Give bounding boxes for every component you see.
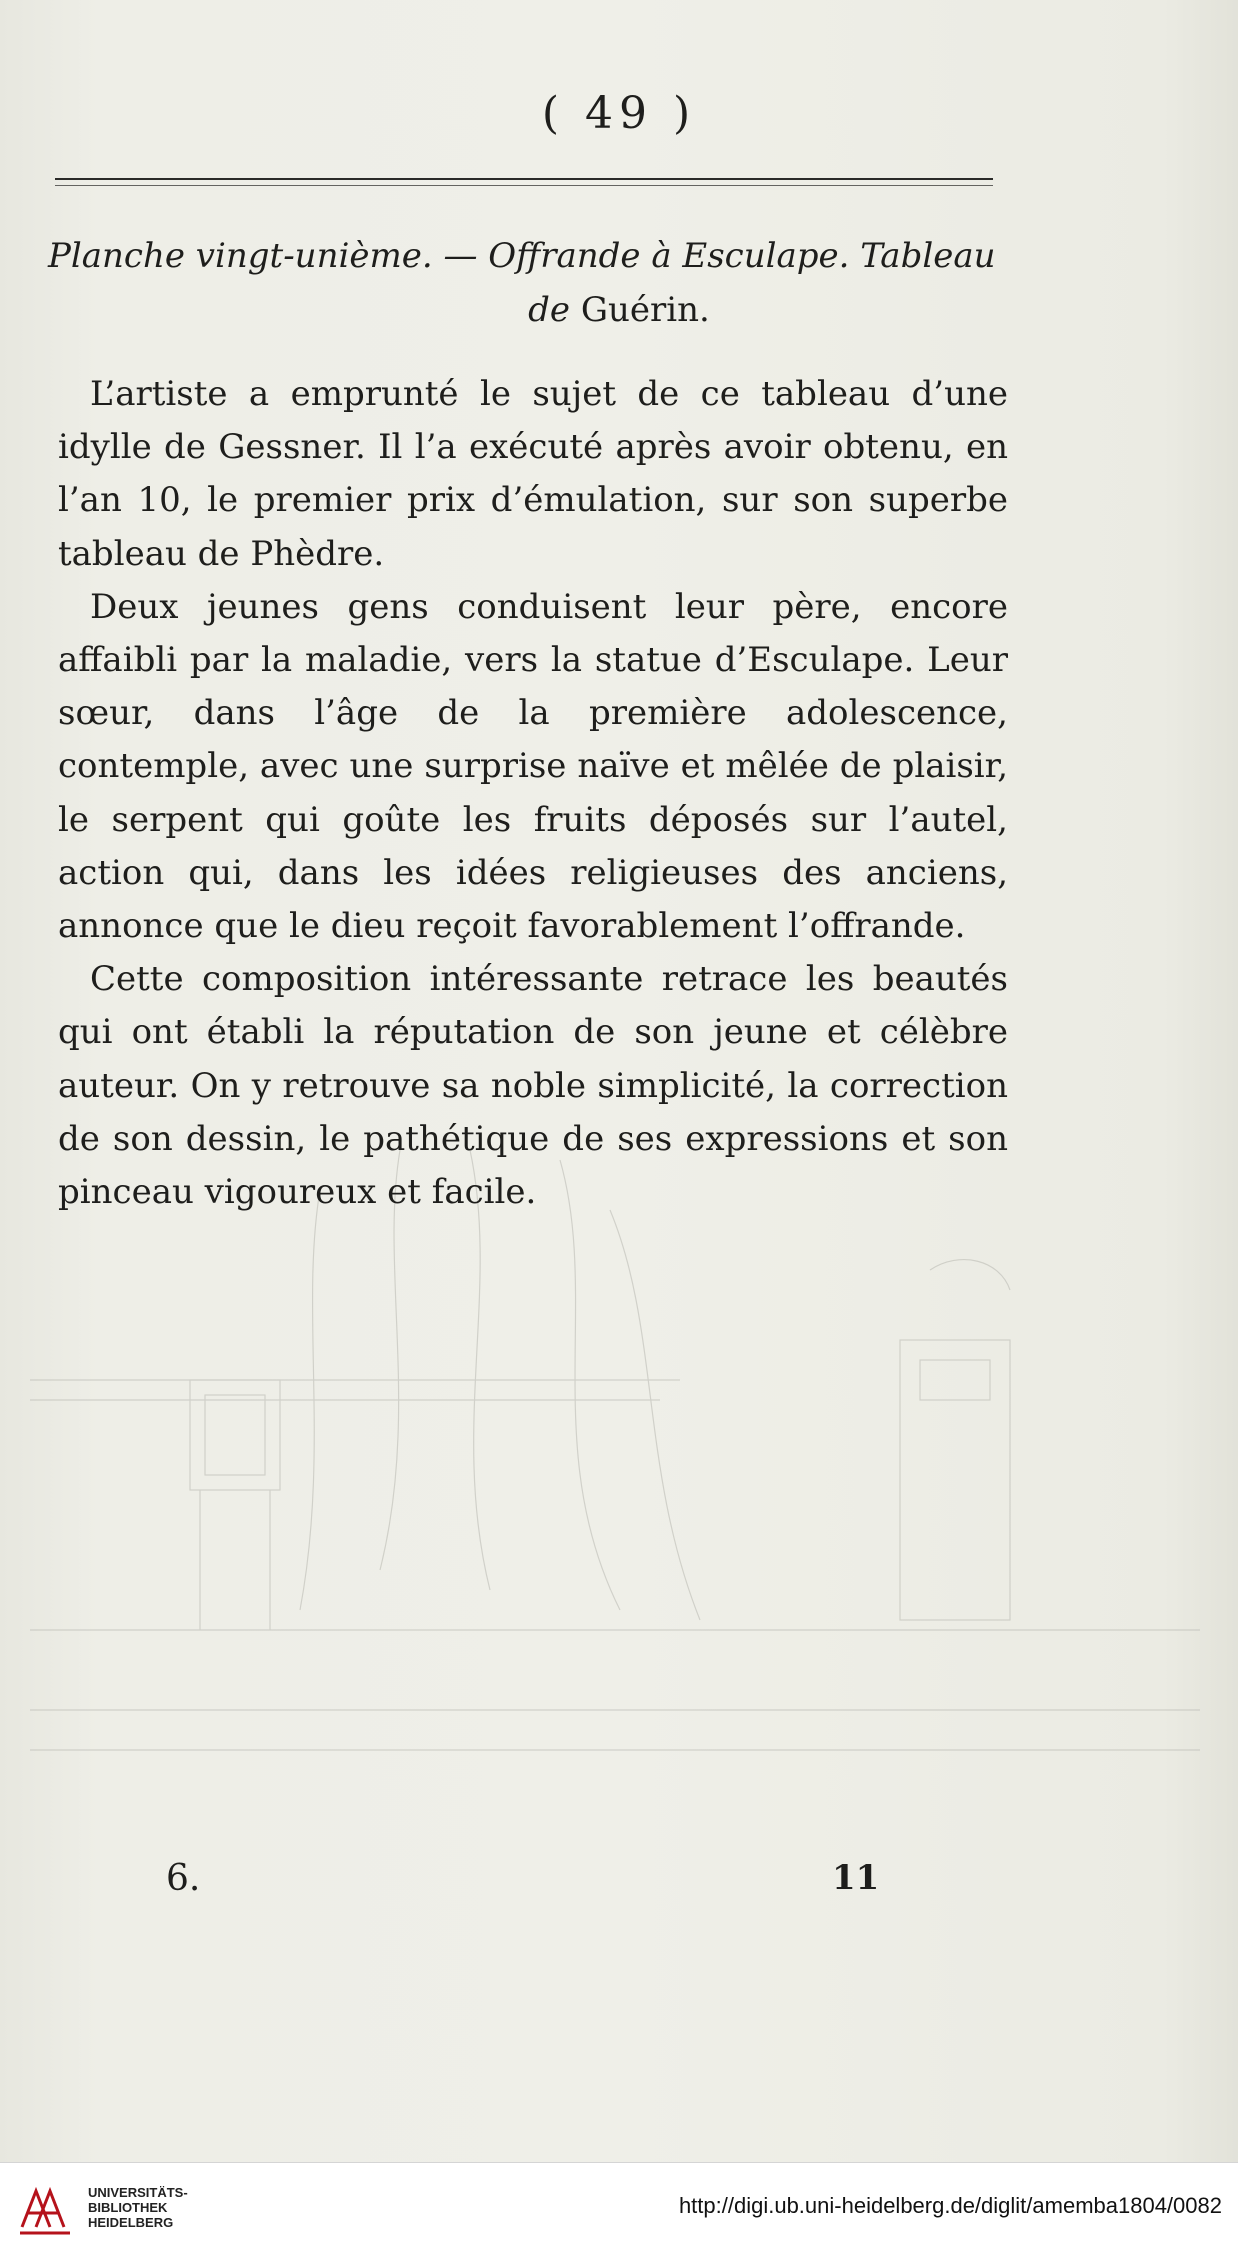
paragraph: Cette composition intéressante retrace les beautés qui ont établi la réputation de son jeune et célèbre auteur. On y retrouve sa noble simplicité, la correction de son dessin, le pathétique de ses expressions et son pinceau vigoureux et facile. [58, 959, 1008, 1213]
library-name-line: BIBLIOTHEK [88, 2200, 168, 2215]
header-rule-line [55, 185, 993, 186]
signature-mark-left: 6. [166, 1858, 201, 1899]
plate-title-author-line [0, 290, 1238, 330]
header-rule-line [55, 178, 993, 180]
library-footer [0, 2162, 1238, 2253]
bleed-through-engraving [0, 1150, 1238, 2050]
plate-title-de: de [528, 290, 571, 330]
permalink-url[interactable]: http://digi.ub.uni-heidelberg.de/diglit/amemba1804/0082 [678, 2193, 1222, 2218]
header-rule [55, 178, 993, 191]
library-name-line: UNIVERSITÄTS- [88, 2185, 188, 2200]
paragraph: Deux jeunes gens conduisent leur père, encore affaibli par la maladie, vers la statue d’Esculape. Leur sœur, dans l’âge de la première adolescence, contemple, avec une surprise naïve et mêlée de plaisir, le serpent qui goûte les fruits déposés sur l’autel, action qui, dans les idées religieuses des anciens, annonce que le dieu reçoit favorablement l’offrande. [58, 586, 1008, 947]
library-logo-icon [14, 2177, 76, 2239]
library-name-line: HEIDELBERG [88, 2215, 174, 2230]
page-number: ( 49 ) [541, 88, 697, 139]
signature-mark-right: 11 [832, 1858, 880, 1898]
body-text [58, 368, 1008, 1219]
library-name [88, 2185, 188, 2230]
paragraph: L’artiste a emprunté le sujet de ce tableau d’une idylle de Gessner. Il l’a exécuté après avoir obtenu, en l’an 10, le premier prix d’émulation, sur son superbe tableau de Phèdre. [58, 374, 1008, 574]
plate-title-author: Guérin. [580, 290, 710, 330]
plate-title: Planche vingt-unième. — Offrande à Esculape. Tableau [48, 236, 996, 276]
